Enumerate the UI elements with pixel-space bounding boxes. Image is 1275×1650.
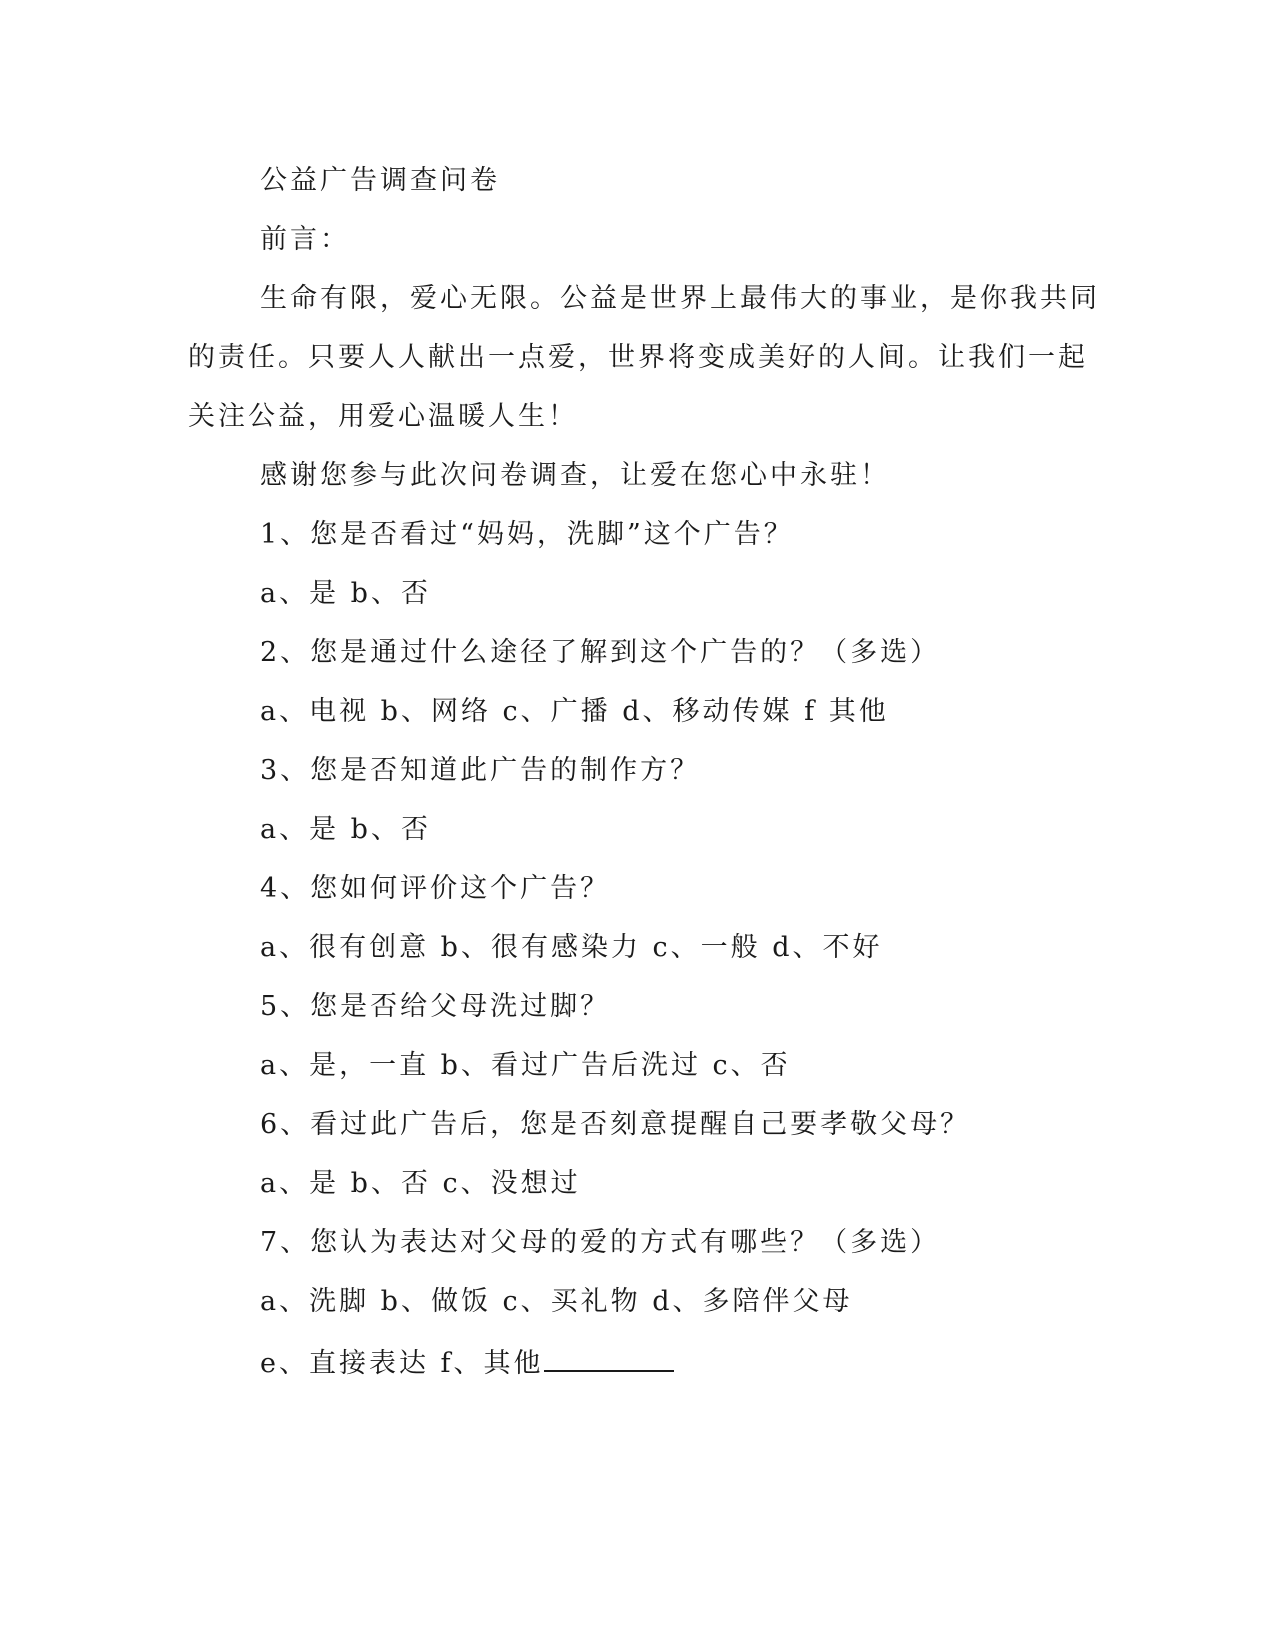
answer-options-4: a、很有创意 b、很有感染力 c、一般 d、不好 bbox=[260, 932, 883, 963]
answer-options-5: a、是，一直 b、看过广告后洗过 c、否 bbox=[260, 1050, 791, 1081]
thanks-text: 感谢您参与此次问卷调查，让爱在您心中永驻！ bbox=[260, 460, 890, 491]
answer-options-2: a、电视 b、网络 c、广播 d、移动传媒 f 其他 bbox=[260, 696, 889, 727]
question-3: 3、您是否知道此广告的制作方？ bbox=[260, 755, 701, 786]
answer-options-7-continued bbox=[260, 1344, 674, 1381]
answer-options-7-continued-text: e、直接表达 f、其他 bbox=[260, 1348, 544, 1379]
document-title: 公益广告调查问卷 bbox=[260, 165, 500, 196]
question-1: 1、您是否看过“妈妈，洗脚”这个广告？ bbox=[260, 519, 794, 550]
question-6: 6、看过此广告后，您是否刻意提醒自己要孝敬父母？ bbox=[260, 1109, 971, 1140]
answer-options-6: a、是 b、否 c、没想过 bbox=[260, 1168, 581, 1199]
question-4: 4、您如何评价这个广告？ bbox=[260, 873, 611, 904]
preface-line-1: 生命有限，爱心无限。公益是世界上最伟大的事业，是你我共同 bbox=[260, 283, 1100, 314]
preface-line-3: 关注公益，用爱心温暖人生！ bbox=[188, 401, 578, 432]
question-2: 2、您是通过什么途径了解到这个广告的？（多选） bbox=[260, 637, 941, 668]
answer-options-1: a、是 b、否 bbox=[260, 578, 431, 609]
answer-options-3: a、是 b、否 bbox=[260, 814, 431, 845]
question-7: 7、您认为表达对父母的爱的方式有哪些？（多选） bbox=[260, 1227, 941, 1258]
preface-line-2: 的责任。只要人人献出一点爱，世界将变成美好的人间。让我们一起 bbox=[188, 342, 1088, 373]
preface-label: 前言： bbox=[260, 224, 350, 255]
answer-options-7: a、洗脚 b、做饭 c、买礼物 d、多陪伴父母 bbox=[260, 1286, 853, 1317]
question-5: 5、您是否给父母洗过脚？ bbox=[260, 991, 611, 1022]
fill-in-blank[interactable] bbox=[544, 1344, 674, 1372]
